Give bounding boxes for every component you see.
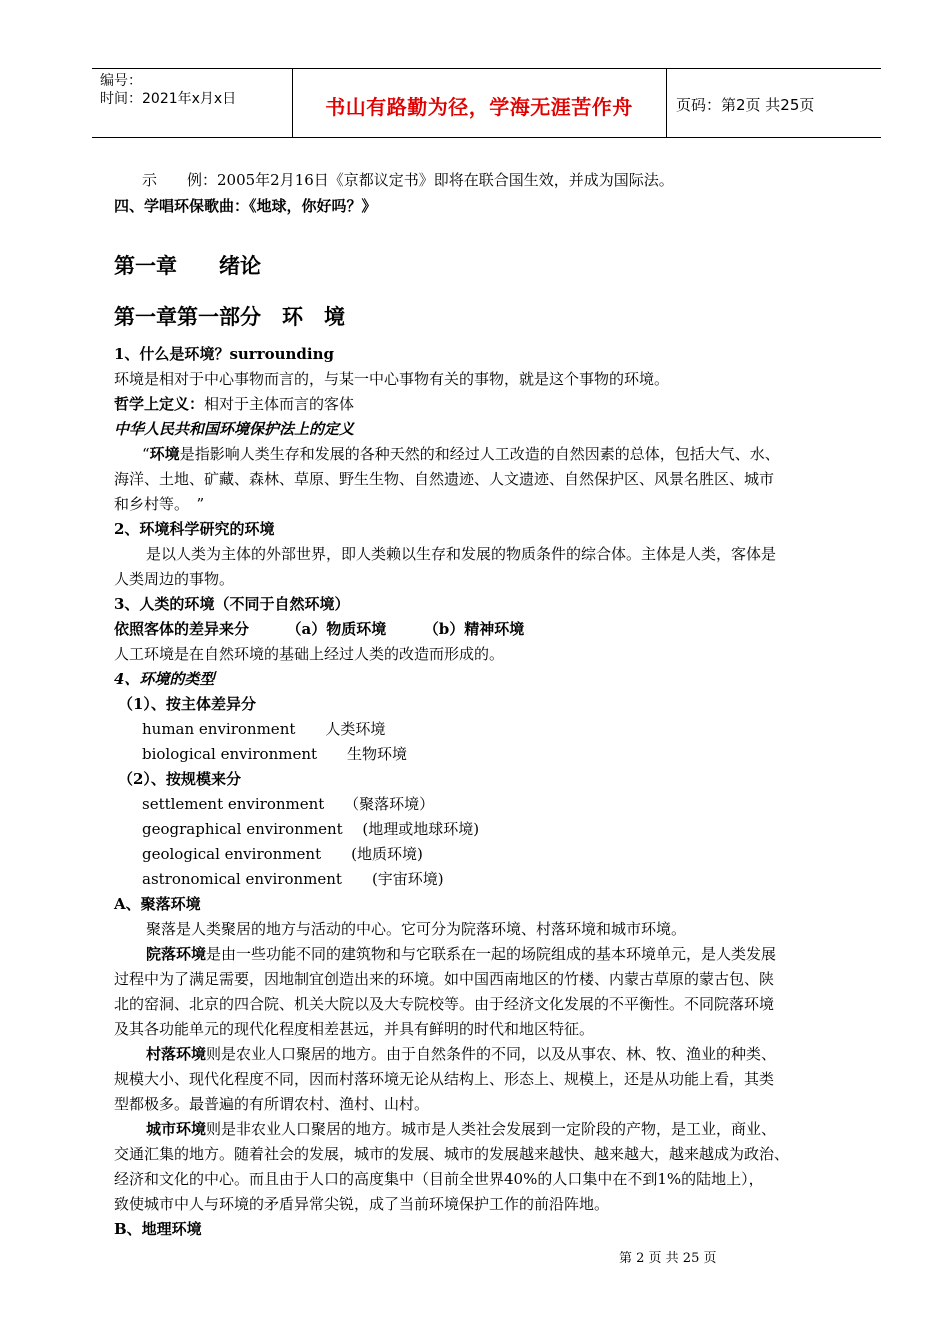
term-environment: 环境 [149,445,180,463]
chapter-title: 第一章 绪论 [114,253,261,278]
law-definition-heading: 中华人民共和国环境保护法上的定义 [114,420,355,438]
classification-line: 依照客体的差异来分 （a）物质环境 （b）精神环境 [114,620,525,638]
city-text: 则是非农业人口聚居的地方。城市是人类社会发展到一定阶段的产物，是工业，商业、 [206,1120,777,1138]
list-item: geological environment (地质环境) [142,845,423,863]
header-time: 时间：2021年x月x日 [100,91,237,107]
list-item: biological environment 生物环境 [142,745,408,763]
paragraph-line: 致使城市中人与环境的矛盾异常尖锐，成了当前环境保护工作的前沿阵地。 [114,1195,610,1213]
list-item: astronomical environment (宇宙环境) [142,870,444,888]
subheading-by-scale: （2）、按规模来分 [118,770,241,788]
example-line: 示 例：2005年2月16日《京都议定书》即将在联合国生效，并成为国际法。 [142,171,674,189]
paragraph-line: 聚落是人类聚居的地方与活动的中心。它可分为院落环境、村落环境和城市环境。 [146,920,687,938]
courtyard-paragraph-line [146,944,776,964]
philosophy-definition [114,394,354,414]
header-divider [666,69,667,137]
law-definition-text: 是指影响人类生存和发展的各种天然的和经过人工改造的自然因素的总体，包括大气、水、 [179,445,780,463]
paragraph-line: 海洋、土地、矿藏、森林、草原、野生生物、自然遗迹、人文遗迹、自然保护区、风景名胜区、城市 [114,470,775,488]
term-city: 城市环境 [146,1120,207,1138]
heading-what-is-environment: 1、什么是环境？surrounding [114,345,334,363]
paragraph-line: 人类周边的事物。 [114,570,235,588]
list-item: geographical environment (地理或地球环境) [142,820,480,838]
city-paragraph-line [146,1119,776,1139]
paragraph-line: 北的窑洞、北京的四合院、机关大院以及大专院校等。由于经济文化发展的不平衡性。不同院落环境 [114,995,775,1013]
philosophy-text: 相对于主体而言的客体 [204,395,355,413]
header-motto: 书山有路勤为径，学海无涯苦作舟 [325,95,633,119]
paragraph-line: 过程中为了满足需要，因地制宜创造出来的环境。如中国西南地区的竹楼、内蒙古草原的蒙古包、陕 [114,970,775,988]
heading-settlement-environment: A、聚落环境 [114,895,201,913]
law-definition-line [142,444,780,464]
list-item: human environment 人类环境 [142,720,386,738]
paragraph-line: 及其各功能单元的现代化程度相差甚远，并具有鲜明的时代和地区特征。 [114,1020,595,1038]
paragraph-line: 型都极多。最普遍的有所谓农村、渔村、山村。 [114,1095,430,1113]
header-meta [100,72,236,108]
paragraph-line: 和乡村等。 ” [114,495,205,513]
heading-human-environment: 3、人类的环境（不同于自然环境） [114,595,350,613]
paragraph-line: 是以人类为主体的外部世界，即人类赖以生存和发展的物质条件的综合体。主体是人类，客体是 [146,545,777,563]
list-item: settlement environment （聚落环境） [142,795,435,813]
term-courtyard: 院落环境 [146,945,207,963]
header-bianhao: 编号： [100,73,142,89]
village-paragraph-line [146,1044,776,1064]
paragraph-line: 人工环境是在自然环境的基础上经过人类的改造而形成的。 [114,645,505,663]
paragraph-line: 环境是相对于中心事物而言的，与某一中心事物有关的事物，就是这个事物的环境。 [114,370,670,388]
page-header [92,68,881,138]
courtyard-text: 是由一些功能不同的建筑物和与它联系在一起的场院组成的基本环境单元，是人类发展 [206,945,777,963]
section-four-heading: 四、学唱环保歌曲：《地球，你好吗？》 [114,197,377,215]
open-quote: “ [142,445,150,463]
heading-environment-types: 4、环境的类型 [114,670,215,688]
village-text: 则是农业人口聚居的地方。由于自然条件的不同，以及从事农、林、牧、渔业的种类、 [206,1045,777,1063]
term-village: 村落环境 [146,1045,207,1063]
part-title: 第一章第一部分 环 境 [114,304,345,329]
paragraph-line: 经济和文化的中心。而且由于人口的高度集中（目前全世界40%的人口集中在不到1%的陆地上）， [114,1170,764,1188]
paragraph-line: 规模大小、现代化程度不同，因而村落环境无论从结构上、形态上、规模上，还是从功能上看，其类 [114,1070,775,1088]
subheading-by-subject: （1）、按主体差异分 [118,695,256,713]
header-page-number: 页码：第2页 共25页 [676,96,815,114]
paragraph-line: 交通汇集的地方。随着社会的发展，城市的发展、城市的发展越来越快、越来越大，越来越成为政治、 [114,1145,790,1163]
page-footer: 第 2 页 共 25 页 [619,1251,717,1266]
heading-geographic-environment: B、地理环境 [114,1220,202,1238]
heading-science-environment: 2、环境科学研究的环境 [114,520,275,538]
philosophy-label: 哲学上定义： [114,395,205,413]
